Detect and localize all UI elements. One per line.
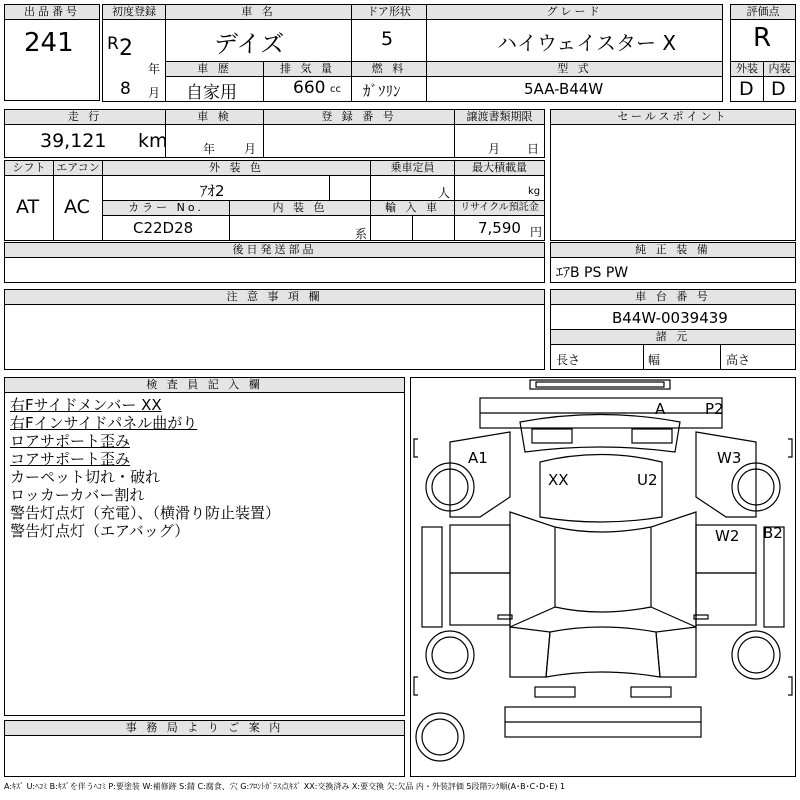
color-no-label: カラー No. [102,200,230,216]
transfer-month-unit: 月 [488,142,501,156]
interior-grade: D [771,78,786,100]
max-load-label: 最大積載量 [454,160,545,176]
exterior-color-extra [329,175,371,201]
inspector-note: 警告灯点灯（エアバッグ） [10,522,190,540]
exterior-grade-label: 外装 [730,61,764,77]
inspector-note: ロアサポート歪み [10,432,131,450]
transfer-day-unit: 日 [527,142,540,156]
registration-label: 登 録 番 号 [263,109,455,125]
fuel: ｶﾞｿﾘﾝ [363,82,401,100]
score-label: 評価点 [730,4,796,20]
inspector-note: ロッカーカバー割れ [10,486,145,504]
interior-color-unit: 系 [355,227,368,241]
lot-number: 241 [24,28,74,58]
interior-color-cell [229,215,371,241]
displacement-label: 排 気 量 [263,61,352,77]
height-label: 高さ [726,353,751,367]
exterior-color: ｱｵ2 [200,182,225,200]
history: 自家用 [186,83,237,103]
legend: A:ｷｽﾞ U:ﾍｺﾐ B:ｷｽﾞを伴うﾍｺﾐ P:要塗装 W:補修跡 S:錆 C:腐食、穴 G:ﾌﾛﾝﾄｶﾞﾗｽ点ｷｽﾞ XX:交換済み X:要交換 欠:欠品 内・外装評価 5段階ﾗﾝｸ順(A･B･C･D･E) 1 [4,782,566,791]
model-code: 5AA-B44W [524,80,604,98]
first-registration-label: 初度登録 [102,4,166,20]
inspection-month-unit: 月 [244,142,257,156]
mileage-unit: km [138,130,168,152]
later-parts-label: 後日発送部品 [4,242,545,258]
color-no: C22D28 [133,219,194,237]
capacity-unit: 人 [438,186,451,200]
displacement-unit: cc [330,84,341,95]
inspector-note: 警告灯点灯（充電）、（横滑り防止装置） [10,504,281,522]
sales-points-label: セールスポイント [550,109,796,125]
recycle-fee: 7,590 [478,219,521,237]
year-unit: 年 [148,62,161,76]
damage-mark-b2: B2 [763,524,783,542]
fuel-label: 燃 料 [351,61,427,77]
shift-label: シフト [4,160,54,176]
inspector-notes [10,396,400,540]
chassis-number: B44W-0039439 [612,309,728,327]
width-label: 幅 [648,353,661,367]
import-car-cell-a [370,215,413,241]
car-diagram [410,377,796,777]
options: ｴｱB PS PW [556,265,629,281]
damage-mark-w2: W2 [715,527,740,545]
damage-mark-w3: W3 [717,449,742,467]
reg-month: 8 [120,79,131,99]
length-label: 長さ [556,353,581,367]
damage-mark-p2: P2 [705,400,724,418]
month-unit: 月 [148,86,161,100]
shift: AT [16,196,40,218]
damage-mark-u2: U2 [637,471,658,489]
ac-label: エアコン [53,160,103,176]
registration-cell [263,124,455,158]
interior-grade-label: 内装 [763,61,796,77]
inspection-label: 車 検 [165,109,264,125]
car-name-label: 車 名 [165,4,352,20]
transfer-deadline-label: 譲渡書類期限 [454,109,545,125]
exterior-color-label: 外 装 色 [102,160,371,176]
office-notice-label: 事 務 局 よ り ご 案 内 [4,720,405,736]
sales-points-cell [550,124,796,241]
reg-year: 2 [119,36,133,61]
import-car-cell-b [412,215,455,241]
damage-mark-a1: A1 [468,449,488,467]
lot-number-label: 出品番号 [4,4,100,20]
notes-label: 注 意 事 項 欄 [4,289,545,305]
capacity-label: 乗車定員 [370,160,455,176]
dims-label: 諸 元 [550,329,796,345]
chassis-label: 車 台 番 号 [550,289,796,305]
score: R [753,23,772,53]
car-name: デイズ [214,30,285,58]
inspector-note: 右Fサイドメンバー XX [10,396,162,414]
inspector-label: 検 査 員 記 入 欄 [4,377,405,393]
notes-cell [4,304,545,370]
inspector-note: コアサポート歪み [10,450,131,468]
inspector-note: カーペット切れ・破れ [10,468,161,486]
recycle-label: リサイクル預託金 [454,200,545,216]
history-label: 車 歴 [165,61,264,77]
grade: ハイウェイスター X [497,31,677,55]
import-car-label: 輸 入 車 [370,200,455,216]
max-load-unit: kg [528,186,541,197]
doors: 5 [381,28,394,50]
options-label: 純 正 装 備 [550,242,796,258]
era: R [107,34,119,54]
door-label: ドア形状 [351,4,427,20]
later-parts-cell [4,257,545,283]
ac: AC [64,196,90,218]
recycle-unit: 円 [530,225,543,239]
damage-mark-xx: XX [548,471,569,489]
exterior-grade: D [739,78,754,100]
grade-label: グレード [426,4,723,20]
model-label: 型 式 [426,61,723,77]
displacement: 660 [293,78,326,98]
damage-mark-a: A [655,400,666,418]
mileage-label: 走 行 [4,109,166,125]
interior-color-label: 内 装 色 [229,200,371,216]
mileage: 39,121 [40,130,107,152]
office-notice-cell [4,735,405,777]
inspection-year-unit: 年 [203,142,216,156]
inspector-note: 右Fインサイドパネル曲がり [10,414,198,432]
